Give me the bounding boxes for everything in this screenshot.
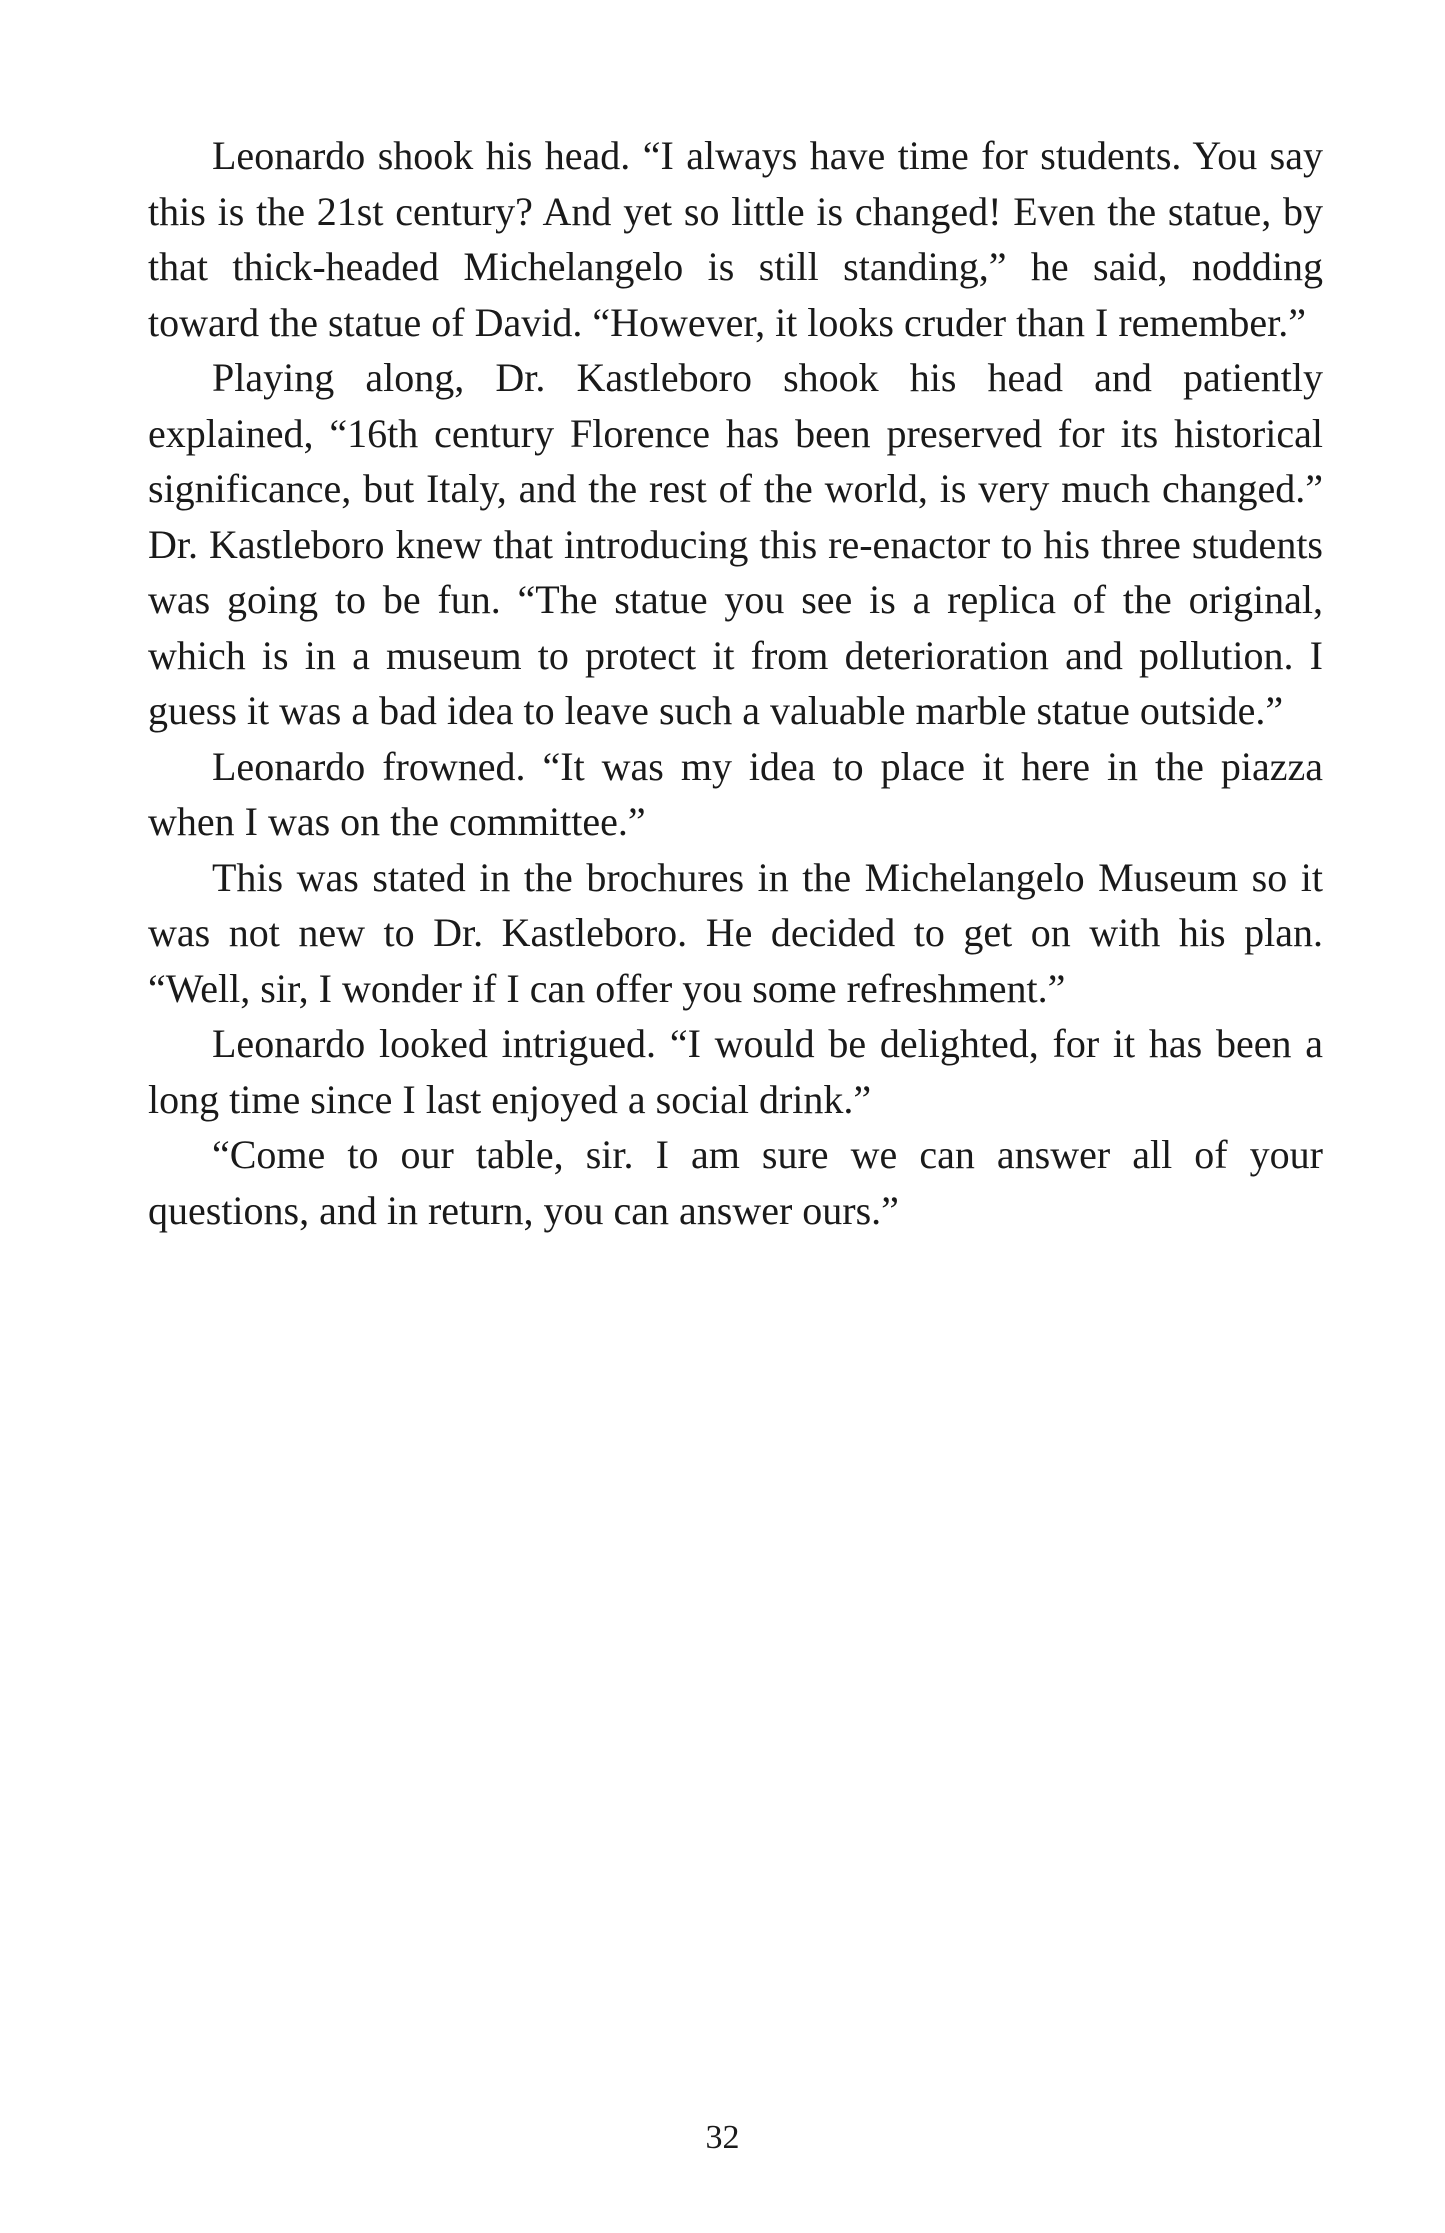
paragraph: This was stated in the brochures in the Michelangelo Museum so it was not new to Dr. Kastleboro. He decided to get on with his plan. “Well, sir, I wonder if I can offer you some refreshment.”: [148, 854, 1323, 1011]
paragraph: “Come to our table, sir. I am sure we can answer all of your questions, and in return, you can answer ours.”: [148, 1132, 1323, 1233]
body-text: [148, 128, 1323, 1238]
paragraph: Leonardo shook his head. “I always have time for students. You say this is the 21st century? And yet so little is changed! Even the statue, by that thick-headed Michelangelo is still standing,” he said, nodding toward the statue of David. “However, it looks cruder than I remember.”: [148, 133, 1323, 345]
page-number: 32: [705, 2119, 740, 2156]
paragraph: Leonardo frowned. “It was my idea to place it here in the piazza when I was on the committee.”: [148, 743, 1323, 844]
paragraph: Leonardo looked intrigued. “I would be delighted, for it has been a long time since I last enjoyed a social drink.”: [148, 1021, 1323, 1122]
paragraph: Playing along, Dr. Kastleboro shook his head and patiently explained, “16th century Florence has been preserved for its historical significance, but Italy, and the rest of the world, is very much changed.” Dr. Kastleboro knew that introducing this re-enactor to his three students was going to be fun. “The statue you see is a replica of the original, which is in a museum to protect it from deterioration and pollution. I guess it was a bad idea to leave such a valuable marble statue outside.”: [148, 355, 1323, 733]
